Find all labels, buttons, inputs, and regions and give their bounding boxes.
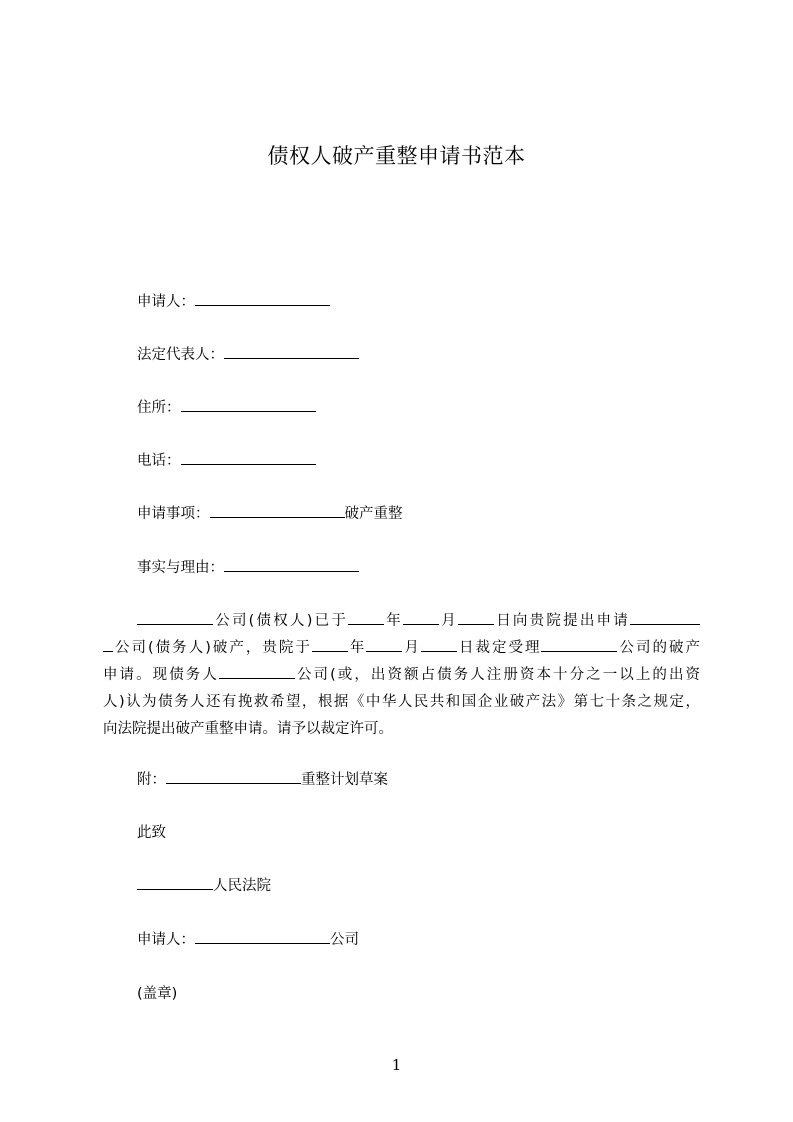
paragraph-line-3: 申请。现债务人 公司(或，出资额占债务人注册资本十分之一以上的出资 bbox=[103, 662, 700, 689]
applicant-line bbox=[137, 291, 330, 313]
court-suffix: 人民法院 bbox=[213, 878, 271, 894]
attachment-line bbox=[137, 769, 388, 791]
paragraph-line-2: 公司(债务人)破产，贵院于 年 月 日裁定受理 公司的破产 bbox=[103, 635, 700, 662]
matter-suffix: 破产重整 bbox=[344, 506, 403, 522]
year-blank bbox=[348, 610, 384, 625]
matter-blank bbox=[210, 503, 345, 518]
facts-blank bbox=[224, 557, 359, 572]
debtor-company-blank bbox=[219, 664, 295, 679]
month-blank bbox=[403, 610, 439, 625]
phone-line bbox=[137, 450, 316, 472]
paragraph-line-1: 公司(债权人)已于 年 月 日向贵院提出申请 bbox=[103, 608, 700, 635]
paragraph-line-4: 人)认为债务人还有挽救希望，根据《中华人民共和国企业破产法》第七十条之规定， bbox=[103, 694, 700, 710]
facts-line bbox=[137, 557, 359, 579]
paragraph-line-5: 向法院提出破产重整申请。请予以裁定许可。 bbox=[103, 721, 393, 737]
facts-paragraph bbox=[103, 608, 700, 743]
signature-label: 申请人： bbox=[137, 932, 195, 948]
legal-rep-line bbox=[137, 344, 359, 366]
applicant-blank bbox=[195, 291, 330, 306]
debtor-blank-a bbox=[630, 610, 700, 625]
facts-label: 事实与理由： bbox=[137, 560, 224, 576]
day-blank bbox=[458, 610, 494, 625]
court-line bbox=[137, 875, 271, 897]
matter-line bbox=[137, 503, 403, 525]
court-blank bbox=[137, 875, 213, 890]
accept-day-blank bbox=[421, 637, 457, 652]
matter-label: 申请事项： bbox=[137, 506, 210, 522]
page-number: 1 bbox=[391, 1056, 402, 1074]
phone-label: 电话： bbox=[137, 453, 181, 469]
attachment-blank bbox=[166, 769, 301, 784]
attachment-label: 附： bbox=[137, 772, 166, 788]
document-title: 债权人破产重整申请书范本 bbox=[267, 144, 526, 168]
address-line bbox=[137, 397, 316, 419]
accept-month-blank bbox=[366, 637, 402, 652]
accepted-company-blank bbox=[541, 637, 617, 652]
legal-rep-blank bbox=[224, 344, 359, 359]
accept-year-blank bbox=[312, 637, 348, 652]
legal-rep-label: 法定代表人： bbox=[137, 347, 224, 363]
seal-note: (盖章) bbox=[137, 986, 178, 1002]
phone-blank bbox=[181, 450, 316, 465]
signature-line bbox=[137, 929, 359, 951]
debtor-blank-b bbox=[103, 637, 113, 652]
address-blank bbox=[181, 397, 316, 412]
salutation: 此致 bbox=[137, 825, 166, 841]
address-label: 住所： bbox=[137, 400, 181, 416]
signature-suffix: 公司 bbox=[330, 932, 359, 948]
creditor-blank bbox=[137, 610, 213, 625]
applicant-label: 申请人： bbox=[137, 294, 195, 310]
signature-blank bbox=[195, 929, 330, 944]
attachment-suffix: 重整计划草案 bbox=[301, 772, 388, 788]
